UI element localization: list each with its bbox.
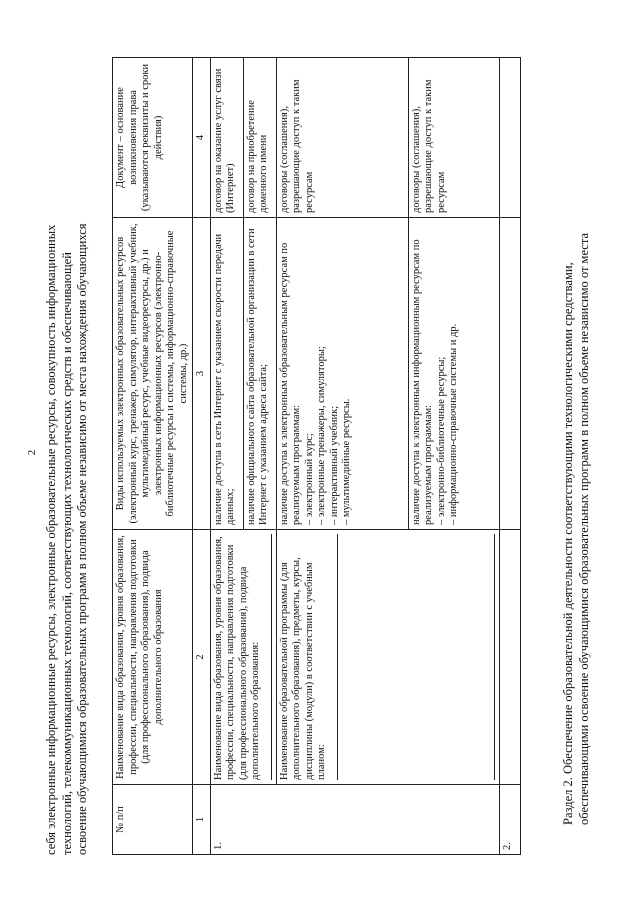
- table-row: [499, 58, 520, 855]
- resource-cell: наличие доступа к электронным образовательным ресурсам по реализуемым программам: – электронный курс; – электронные тренажеры, симуляторы; – интерактивный учебник; – мультимедийные ресурсы.: [276, 218, 408, 530]
- education-type-cell: [210, 530, 276, 785]
- empty-cell: [499, 530, 520, 785]
- header-resource-types: Виды используемых электронных образовательных ресурсов (электронный курс, тренажер, симулятор, интерактивный учебник, мультимедийный ресурс, учебные видеоресурсы, др.) и электронных информационных ресурсов (электронно-библиотечные ресурсы и системы, информационно-справочные системы, др.): [113, 218, 193, 530]
- fill-in-line: [331, 534, 338, 780]
- program-text: Наименование образовательной программы (для дополнительного образования), предметы, курсы, дисциплины (модули) в соответствии с учебным планом:: [278, 557, 327, 780]
- fill-in-line: [488, 534, 495, 780]
- section-heading: [560, 65, 592, 825]
- program-cell: [276, 530, 499, 785]
- section-line: обеспечивающими освоение обучающимися образовательных программ в полном объеме независимо от места: [577, 232, 591, 825]
- empty-cell: [499, 218, 520, 530]
- document-cell: договоры (соглашения), разрешающие доступ к таким ресурсам: [408, 58, 499, 218]
- intro-line: освоение обучающимися образовательных программ в полном объеме независимо от места нахождения обучающихся: [75, 223, 89, 855]
- table-header-row: [113, 58, 193, 855]
- resource-cell: наличие доступа к электронным информационным ресурсам по реализуемым программам: – электронно-библиотечные ресурсы; – информационно-справочные системы и др.: [408, 218, 499, 530]
- section-line: Раздел 2. Обеспечение образовательной деятельности соответствующими технологическими средствами,: [561, 262, 575, 825]
- header-education-type: Наименование вида образования, уровня образования, профессии, специальности, направления подготовки (для профессионального образования), подвида дополнительного образования: [113, 530, 193, 785]
- resource-cell: наличие доступа в сеть Интернет с указанием скорости передачи данных;: [210, 218, 243, 530]
- intro-line: себя электронные информационные ресурсы, электронные образовательные ресурсы, совокупность информационных: [44, 224, 58, 855]
- page-number: 2: [26, 449, 38, 456]
- document-cell: договор на оказание услуг связи (Интернет): [210, 58, 243, 218]
- intro-line: технологий, телекоммуникационных технологий, соответствующих технологических средств и обеспечивающей: [59, 252, 74, 855]
- row-number: 1.: [210, 785, 499, 855]
- column-numbers-row: [193, 58, 211, 855]
- resource-cell: наличие официального сайта образовательной организации в сети Интернет с указанием адреса сайта;: [243, 218, 276, 530]
- fill-in-line: [265, 534, 272, 780]
- header-document-basis: Документ – основание возникновения права (указываются реквизиты и сроки действия): [113, 58, 193, 218]
- table-row: [210, 58, 243, 855]
- header-number: № п/п: [113, 785, 193, 855]
- document-cell: договоры (соглашения), разрешающие доступ к таким ресурсам: [276, 58, 408, 218]
- education-type-text: Наименование вида образования, уровня образования, профессии, специальности, направления подготовки (для профессионального образования), подвида дополнительного образования:: [212, 536, 261, 780]
- empty-cell: [499, 58, 520, 218]
- table-row: [276, 58, 408, 855]
- resources-table: [112, 57, 521, 855]
- row-number: 2.: [499, 785, 520, 855]
- column-number: 1: [193, 785, 211, 855]
- column-number: 4: [193, 58, 211, 218]
- document-cell: договор на приобретение доменного имени: [243, 58, 276, 218]
- column-number: 2: [193, 530, 211, 785]
- column-number: 3: [193, 218, 211, 530]
- intro-paragraph: [44, 55, 91, 855]
